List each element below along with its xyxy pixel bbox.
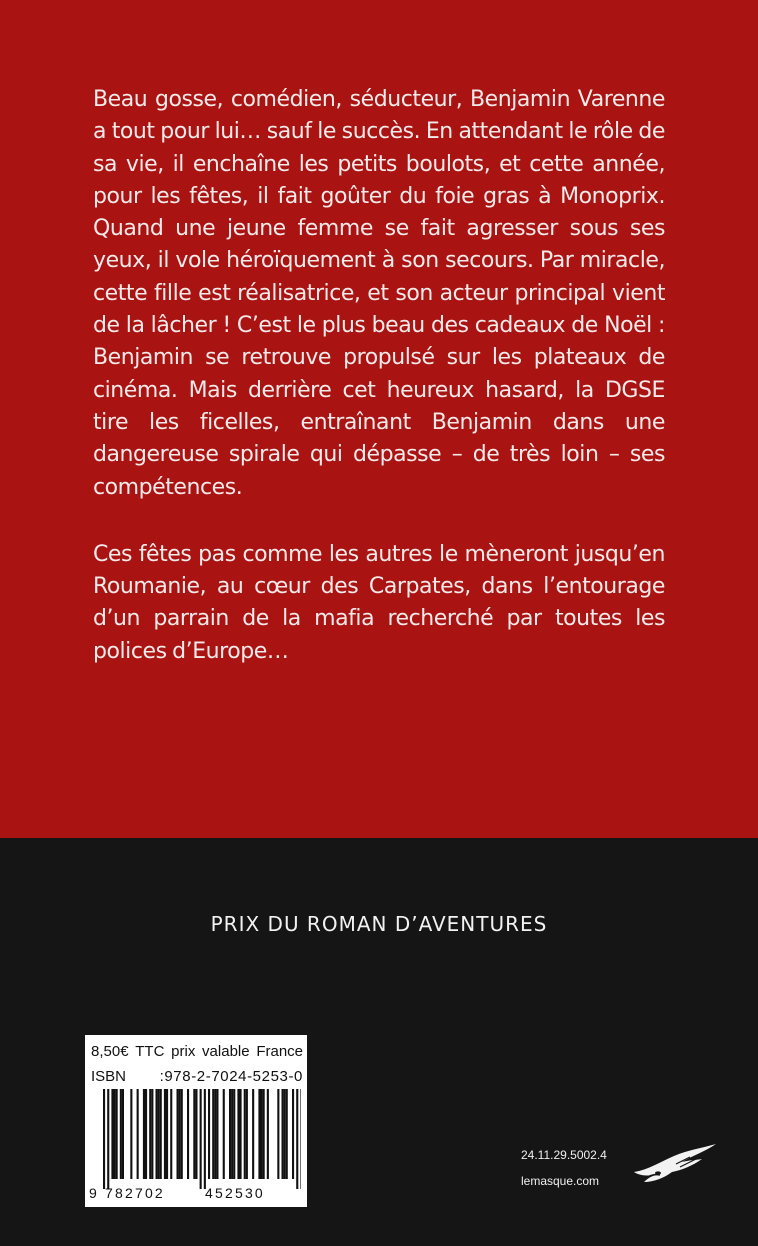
barcode-bar	[151, 1089, 153, 1179]
blurb-paragraph-1: Beau gosse, comédien, séducteur, Benjamin Varenne a tout pour lui… sauf le succès. En attendant le rôle de sa vie, il enchaîne les petits boulots, et cette année, pour les fêtes, il fait goûter du foie gras à Monoprix. Quand une jeune femme se fait agresser sous ses yeux, il vole héroïquement à son secours. Par miracle, cette fille est réalisatrice, et son acteur principal vient de la lâcher ! C’est le plus beau des cadeaux de Noël : Benjamin se retrouve propulsé sur les plateaux de cinéma. Mais derrière cet heureux hasard, la DGSE tire les ficelles, entraînant Benjamin dans une dangereuse spirale qui dépasse – de très loin – ses compétences.	[93, 87, 665, 500]
barcode-bar	[181, 1089, 183, 1179]
barcode-bar	[258, 1089, 260, 1179]
barcode-bar	[223, 1089, 225, 1179]
barcode-bar	[143, 1089, 145, 1179]
barcode-guard-bar	[296, 1089, 298, 1189]
barcode-bar	[111, 1089, 113, 1179]
barcode-bar	[120, 1089, 122, 1179]
isbn-line	[91, 1068, 303, 1085]
barcode-bar	[114, 1089, 116, 1179]
blurb-text	[93, 84, 665, 703]
barcode-bar	[286, 1089, 288, 1179]
barcode-bar	[166, 1089, 168, 1179]
blurb-paragraph-2: Ces fêtes pas comme les autres le mèneront jusqu’en Roumanie, au cœur des Carpates, dans l’entourage d’un parrain de la mafia recherché par toutes les polices d’Europe…	[93, 541, 665, 664]
barcode-label	[85, 1035, 307, 1207]
barcode-bar	[282, 1089, 284, 1179]
barcode-bar	[233, 1089, 235, 1179]
barcode-bar	[267, 1089, 269, 1179]
barcode-bar	[231, 1089, 233, 1179]
barcode-guard-bar	[200, 1089, 202, 1189]
barcode-bar	[252, 1089, 254, 1179]
barcode-bar	[284, 1089, 286, 1179]
barcode-bar	[263, 1089, 265, 1179]
prize-title: PRIX DU ROMAN D’AVENTURES	[210, 912, 548, 936]
barcode-bar	[193, 1089, 195, 1179]
price-line	[91, 1043, 303, 1060]
barcode-bar	[164, 1089, 166, 1179]
website-url: lemasque.com	[521, 1174, 600, 1188]
barcode-bar	[187, 1089, 189, 1179]
barcode-bar	[158, 1089, 160, 1179]
barcode-bar	[177, 1089, 179, 1179]
price-word: prix	[171, 1043, 196, 1060]
barcode-bar	[195, 1089, 197, 1179]
barcode-guard-bar	[103, 1089, 105, 1189]
barcode-bar	[216, 1089, 218, 1179]
barcode-bar	[137, 1089, 139, 1179]
barcode-bar	[122, 1089, 124, 1179]
barcode-bar	[156, 1089, 158, 1179]
barcode-bar	[240, 1089, 242, 1179]
barcode-bar	[244, 1089, 246, 1179]
price-word: TTC	[135, 1043, 165, 1060]
price-word: 8,50€	[91, 1043, 129, 1060]
barcode-image	[91, 1089, 301, 1189]
barcode-bar	[212, 1089, 214, 1179]
price-word: valable	[202, 1043, 250, 1060]
barcode-guard-bar	[204, 1089, 206, 1189]
barcode-bar	[130, 1089, 132, 1179]
isbn-label: ISBN	[91, 1068, 127, 1085]
barcode-bar	[149, 1089, 151, 1179]
barcode-bar	[229, 1089, 231, 1179]
price-word: France	[256, 1043, 303, 1060]
barcode-bar	[292, 1089, 294, 1179]
barcode-bar	[145, 1089, 147, 1179]
barcode-bar	[246, 1089, 248, 1179]
barcode-guard-bar	[107, 1089, 109, 1189]
barcode-bar	[179, 1089, 181, 1179]
code-number: 24.11.29.5002.4	[521, 1148, 607, 1162]
barcode-left-digits: 782702	[105, 1185, 165, 1201]
barcode-bar	[214, 1089, 216, 1179]
barcode-right-digits: 452530	[205, 1185, 265, 1201]
barcode-bar	[170, 1089, 172, 1179]
barcode-bar	[237, 1089, 239, 1179]
barcode-bar	[277, 1089, 279, 1179]
barcode-first-digit: 9	[89, 1185, 97, 1201]
isbn-value: :978-2-7024-5253-0	[159, 1068, 303, 1085]
mask-quill-icon	[630, 1142, 720, 1184]
barcode-bar	[160, 1089, 162, 1179]
barcode-bar	[208, 1089, 210, 1179]
barcode-guard-bar	[300, 1089, 301, 1189]
barcode-bar	[261, 1089, 263, 1179]
barcode-bar	[116, 1089, 118, 1179]
